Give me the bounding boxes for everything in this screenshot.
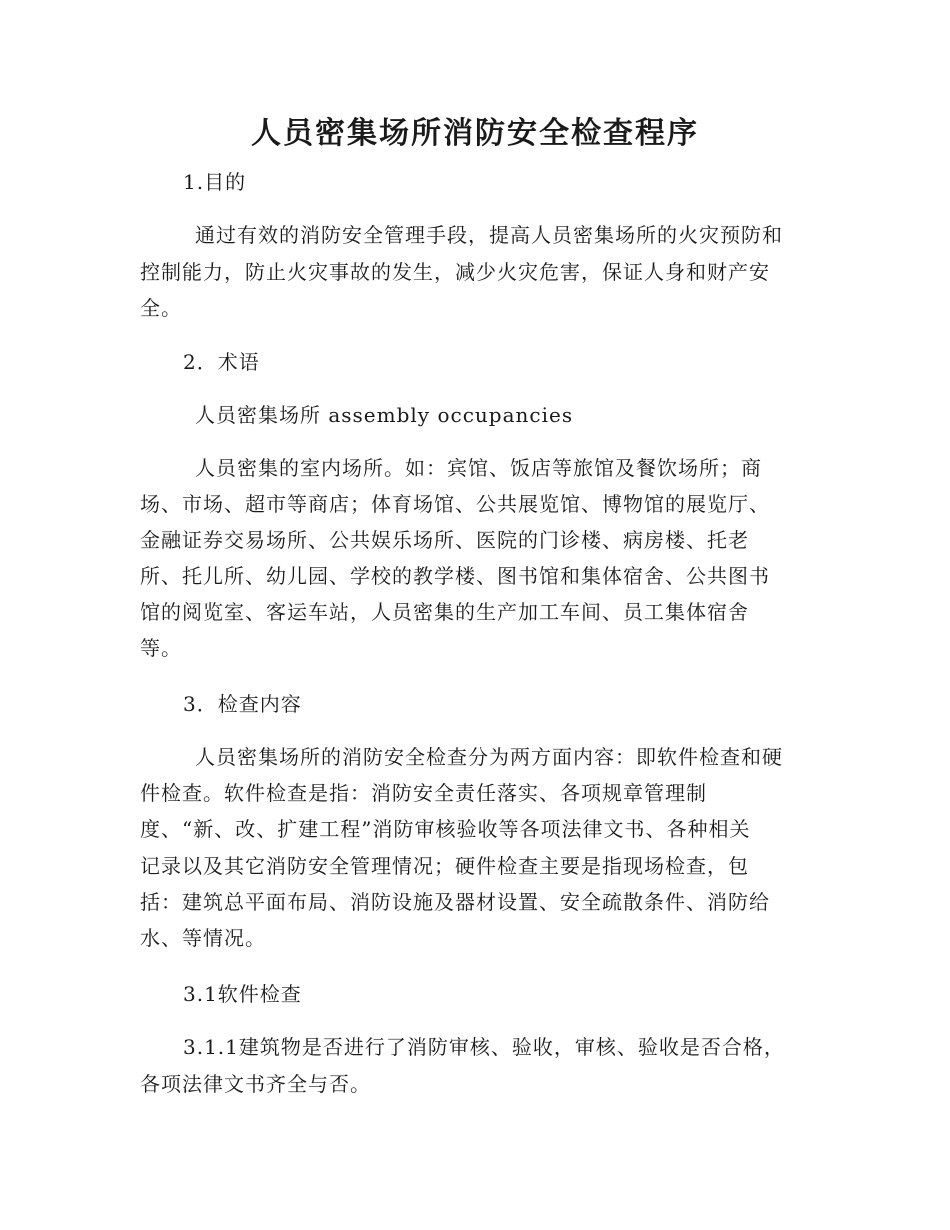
section-2-paragraph-line: 所、托儿所、幼儿园、学校的教学楼、图书馆和集体宿舍、公共图书 [140,564,770,588]
section-1-paragraph-line: 全。 [140,296,182,320]
section-3-paragraph-line: 水、等情况。 [140,926,266,950]
section-2-paragraph-line: 人员密集的室内场所。如：宾馆、饭店等旅馆及餐饮场所；商 [195,456,762,480]
section-2-paragraph-line: 场、市场、超市等商店；体育场馆、公共展览馆、博物馆的展览厅、 [140,492,770,516]
section-2-heading: 2．术语 [183,350,260,374]
section-3-paragraph-line: 括：建筑总平面布局、消防设施及器材设置、安全疏散条件、消防给 [140,890,770,914]
section-3-paragraph-line: 件检查。软件检查是指：消防安全责任落实、各项规章管理制 [140,781,707,805]
section-3-heading: 3．检查内容 [183,692,302,716]
section-3-paragraph-line: 记录以及其它消防安全管理情况；硬件检查主要是指现场检查，包 [140,854,749,878]
section-3-1-1-paragraph-line: 各项法律文书齐全与否。 [140,1072,371,1096]
section-3-1-1-paragraph-line: 3.1.1建筑物是否进行了消防审核、验收，审核、验收是否合格， [183,1035,785,1059]
section-3-paragraph-line: 人员密集场所的消防安全检查分为两方面内容：即软件检查和硬 [195,745,783,769]
document-title: 人员密集场所消防安全检查程序 [251,116,699,151]
section-3-1-heading: 3.1软件检查 [183,982,302,1006]
section-1-paragraph-line: 通过有效的消防安全管理手段，提高人员密集场所的火灾预防和 [195,223,783,247]
term-definition-title: 人员密集场所 assembly occupancies [195,403,574,427]
section-2-paragraph-line: 馆的阅览室、客运车站，人员密集的生产加工车间、员工集体宿舍 [140,600,749,624]
section-2-paragraph-line: 金融证券交易场所、公共娱乐场所、医院的门诊楼、病房楼、托老 [140,528,749,552]
section-1-heading: 1.目的 [183,170,247,194]
section-3-paragraph-line: 度、“新、改、扩建工程”消防审核验收等各项法律文书、各种相关 [140,817,751,841]
section-1-paragraph-line: 控制能力，防止火灾事故的发生，减少火灾危害，保证人身和财产安 [140,260,770,284]
section-2-paragraph-line: 等。 [140,636,182,660]
